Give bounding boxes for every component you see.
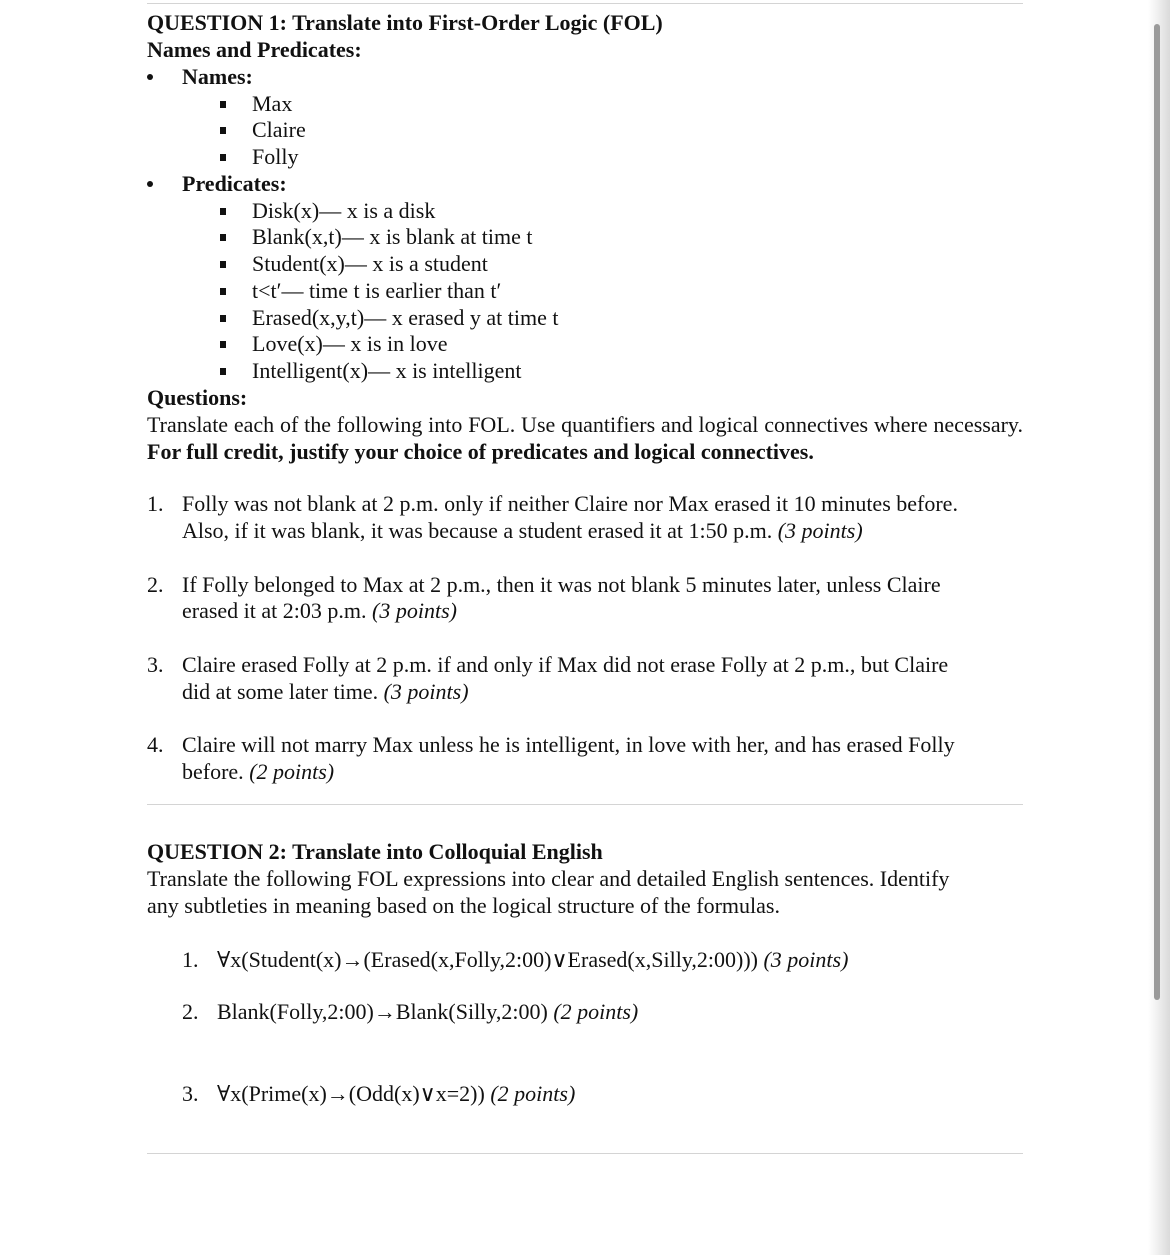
item-text-continued — [182, 598, 457, 624]
name-item: Max — [252, 91, 293, 116]
item-text-continued — [182, 759, 334, 785]
vertical-scrollbar[interactable] — [1154, 24, 1160, 1000]
item-number: 4. — [147, 732, 164, 757]
predicate-item: t<t′— time t is earlier than t′ — [252, 278, 502, 303]
formula-line — [217, 999, 638, 1025]
item-points: (3 points) — [777, 518, 863, 543]
square-bullet-icon — [220, 154, 226, 161]
instructions-text: Translate each of the following into FOL. Use quantifiers and logical connectives where necessary. — [147, 412, 1023, 437]
formula: Blank(Folly,2:00)→Blank(Silly,2:00) — [217, 999, 548, 1024]
item-points: (3 points) — [383, 679, 469, 704]
item-text-continued — [182, 518, 863, 544]
section-divider — [147, 804, 1023, 805]
item-points: (2 points) — [553, 999, 639, 1024]
item-text: Folly was not blank at 2 p.m. only if neither Claire nor Max erased it 10 minutes before. — [182, 491, 958, 516]
item-text: Claire erased Folly at 2 p.m. if and only if Max did not erase Folly at 2 p.m., but Claire — [182, 652, 949, 677]
bottom-divider — [147, 1153, 1023, 1154]
item-number: 1. — [182, 947, 199, 972]
square-bullet-icon — [220, 234, 226, 241]
item-number: 2. — [147, 572, 164, 597]
bullet-icon — [147, 181, 153, 187]
item-number: 3. — [147, 652, 164, 677]
item-text-continued — [182, 679, 469, 705]
item-text: erased it at 2:03 p.m. — [182, 598, 367, 623]
formula: ∀x(Student(x)→(Erased(x,Folly,2:00)∨Erased(x,Silly,2:00))) — [217, 947, 758, 972]
square-bullet-icon — [220, 127, 226, 134]
q2-intro: any subtleties in meaning based on the logical structure of the formulas. — [147, 893, 780, 918]
names-label: Names: — [182, 64, 253, 89]
instructions-paragraph — [147, 411, 1023, 465]
item-text: If Folly belonged to Max at 2 p.m., then it was not blank 5 minutes later, unless Claire — [182, 572, 941, 597]
document-page — [147, 0, 1023, 1255]
item-points: (3 points) — [763, 947, 849, 972]
square-bullet-icon — [220, 341, 226, 348]
instructions-emphasis: For full credit, justify your choice of predicates and logical connectives. — [147, 439, 814, 464]
item-text: before. — [182, 759, 244, 784]
formula-line — [217, 947, 848, 973]
item-points: (2 points) — [490, 1081, 576, 1106]
square-bullet-icon — [220, 261, 226, 268]
item-points: (3 points) — [372, 598, 457, 623]
item-number: 2. — [182, 999, 199, 1024]
square-bullet-icon — [220, 101, 226, 108]
question-1-title: QUESTION 1: Translate into First-Order Logic (FOL) — [147, 10, 663, 35]
predicate-item: Intelligent(x)— x is intelligent — [252, 358, 522, 383]
formula: ∀x(Prime(x)→(Odd(x)∨x=2)) — [217, 1081, 485, 1106]
square-bullet-icon — [220, 368, 226, 375]
predicate-item: Student(x)— x is a student — [252, 251, 488, 276]
bullet-icon — [147, 74, 153, 80]
names-predicates-heading: Names and Predicates: — [147, 37, 362, 62]
item-text: did at some later time. — [182, 679, 379, 704]
item-number: 3. — [182, 1081, 199, 1106]
item-text: Claire will not marry Max unless he is intelligent, in love with her, and has erased Folly — [182, 732, 955, 757]
item-number: 1. — [147, 491, 164, 516]
square-bullet-icon — [220, 208, 226, 215]
predicate-item: Blank(x,t)— x is blank at time t — [252, 224, 533, 249]
questions-label: Questions: — [147, 385, 248, 410]
square-bullet-icon — [220, 288, 226, 295]
item-text: Also, if it was blank, it was because a student erased it at 1:50 p.m. — [182, 518, 773, 543]
predicate-item: Erased(x,y,t)— x erased y at time t — [252, 305, 559, 330]
top-divider — [147, 3, 1023, 4]
formula-line — [217, 1081, 575, 1107]
q2-intro: Translate the following FOL expressions into clear and detailed English sentences. Identify — [147, 866, 950, 891]
question-2-title: QUESTION 2: Translate into Colloquial English — [147, 839, 603, 864]
name-item: Folly — [252, 144, 299, 169]
item-points: (2 points) — [249, 759, 335, 784]
predicate-item: Love(x)— x is in love — [252, 331, 448, 356]
name-item: Claire — [252, 117, 306, 142]
square-bullet-icon — [220, 315, 226, 322]
predicates-label: Predicates: — [182, 171, 287, 196]
predicate-item: Disk(x)— x is a disk — [252, 198, 436, 223]
